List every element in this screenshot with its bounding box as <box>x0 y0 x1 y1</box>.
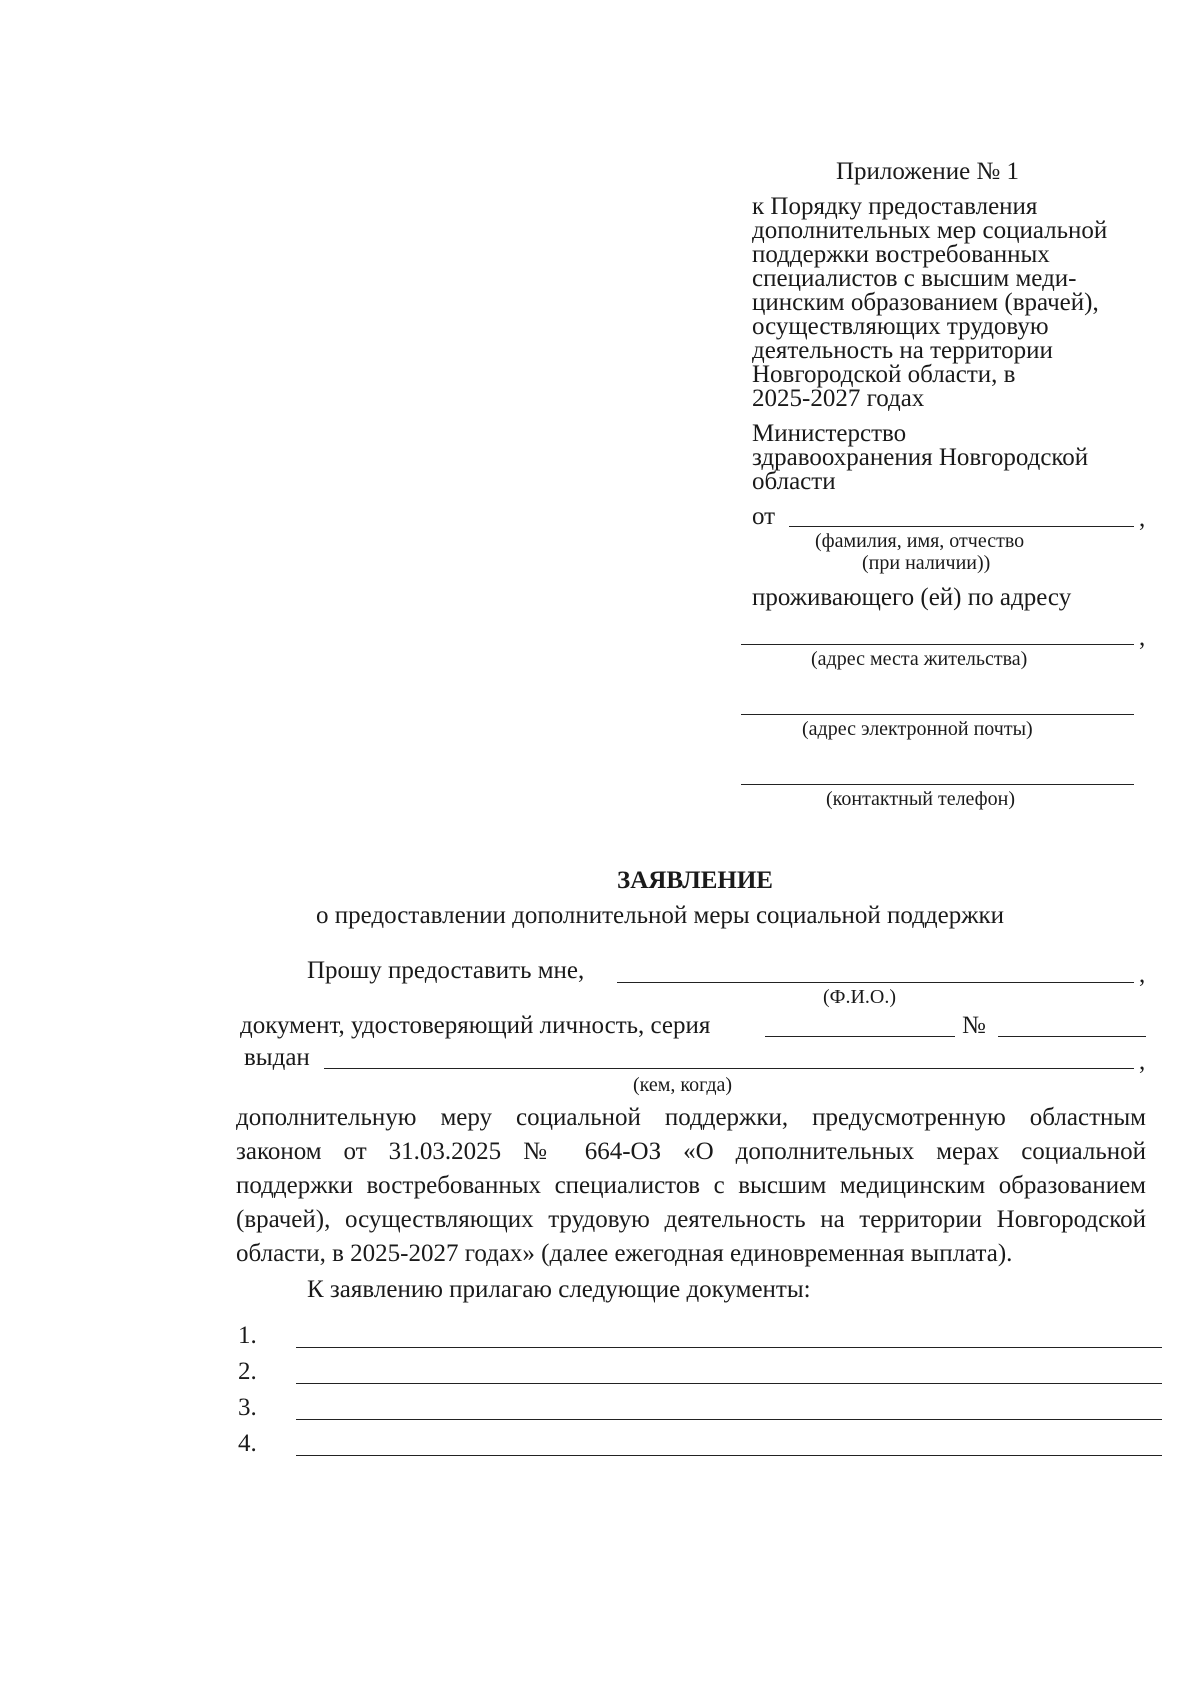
statement-title: ЗАЯВЛЕНИЕ <box>617 867 773 894</box>
body-line: (врачей), осуществляющих трудовую деятельность на территории Новгородской <box>236 1206 1146 1233</box>
fio-caption: (при наличии)) <box>862 552 991 574</box>
statement-body <box>236 1101 1146 1271</box>
appendix-line: Новгородской области, в <box>752 361 1016 388</box>
appendix-line: цинским образованием (врачей), <box>752 289 1099 316</box>
applicant-fio-field[interactable] <box>617 982 1134 983</box>
attachment-field[interactable] <box>296 1347 1162 1348</box>
attachment-field[interactable] <box>296 1455 1162 1456</box>
applicant-fio-caption: (Ф.И.О.) <box>823 986 897 1008</box>
number-label: № <box>962 1012 986 1039</box>
addressee-line: здравоохранения Новгородской <box>752 444 1089 471</box>
statement-subtitle: о предоставлении дополнительной меры социальной поддержки <box>316 902 1005 929</box>
appendix-line: к Порядку предоставления <box>752 193 1038 220</box>
appendix-line: осуществляющих трудовую <box>752 313 1049 340</box>
attachment-field[interactable] <box>296 1383 1162 1384</box>
comma: , <box>1139 1048 1146 1075</box>
issued-by-field[interactable] <box>324 1068 1134 1069</box>
body-line: области, в 2025-2027 годах» (далее ежегодная единовременная выплата). <box>236 1240 1013 1267</box>
residing-label: проживающего (ей) по адресу <box>752 584 1072 611</box>
attachments-label: К заявлению прилагаю следующие документы: <box>307 1276 811 1303</box>
fio-caption: (фамилия, имя, отчество <box>815 530 1025 552</box>
phone-field[interactable] <box>741 784 1134 785</box>
appendix-line: поддержки востребованных <box>752 241 1050 268</box>
body-line: поддержки востребованных специалистов с высшим медицинским образованием <box>236 1172 1146 1199</box>
body-line: законом от 31.03.2025 № 664-ОЗ «О дополнительных мерах социальной <box>236 1138 1146 1165</box>
from-label: от <box>752 503 776 530</box>
id-doc-label: документ, удостоверяющий личность, серия <box>240 1012 711 1039</box>
email-caption: (адрес электронной почты) <box>802 718 1033 740</box>
phone-caption: (контактный телефон) <box>826 788 1016 810</box>
appendix-line: деятельность на территории <box>752 337 1053 364</box>
appendix-line: 2025-2027 годах <box>752 385 925 412</box>
addressee-line: Министерство <box>752 420 907 447</box>
attachment-number: 3. <box>238 1394 257 1421</box>
attachment-number: 1. <box>238 1322 257 1349</box>
address-field[interactable] <box>741 644 1134 645</box>
sender-fio-field[interactable] <box>789 526 1134 527</box>
appendix-line: специалистов с высшим меди- <box>752 265 1077 292</box>
issued-caption: (кем, когда) <box>633 1074 733 1096</box>
id-number-field[interactable] <box>998 1036 1146 1037</box>
attachment-field[interactable] <box>296 1419 1162 1420</box>
attachment-number: 2. <box>238 1358 257 1385</box>
body-line: дополнительную меру социальной поддержки, предусмотренную областным <box>236 1104 1146 1131</box>
issued-label: выдан <box>244 1044 310 1071</box>
attachment-number: 4. <box>238 1430 257 1457</box>
comma: , <box>1139 624 1146 651</box>
comma: , <box>1139 505 1146 532</box>
appendix-line: дополнительных мер социальной <box>752 217 1108 244</box>
addressee-line: области <box>752 468 836 495</box>
id-series-field[interactable] <box>765 1036 955 1037</box>
comma: , <box>1139 961 1146 988</box>
email-field[interactable] <box>741 714 1134 715</box>
appendix-title: Приложение № 1 <box>836 158 1020 185</box>
address-caption: (адрес места жительства) <box>811 648 1028 670</box>
request-label: Прошу предоставить мне, <box>307 957 585 984</box>
